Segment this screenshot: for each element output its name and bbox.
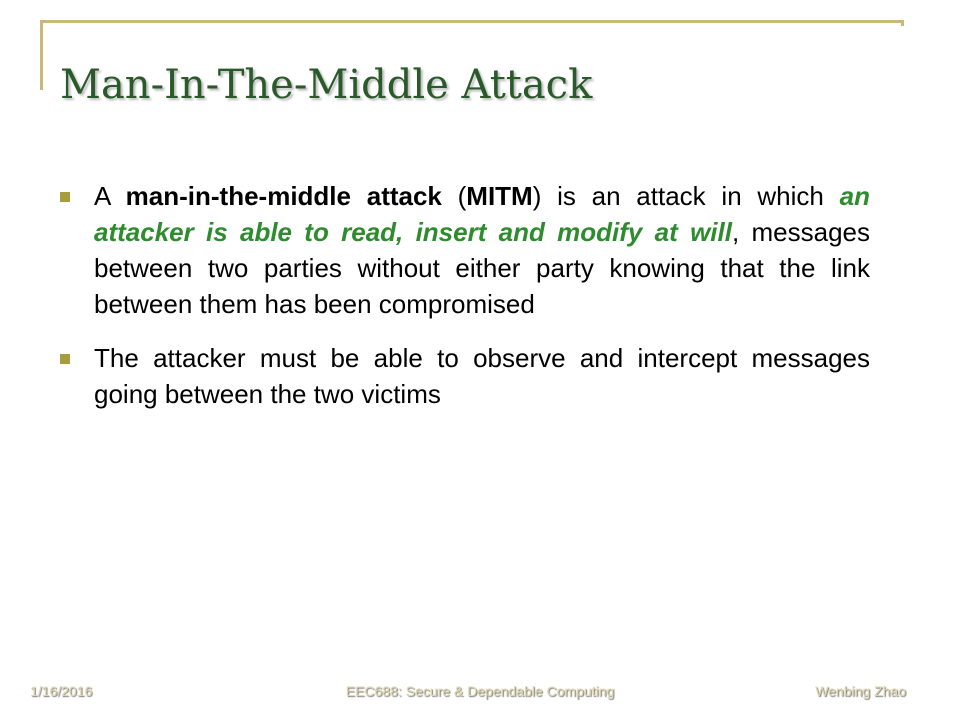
bullet-list <box>60 178 870 430</box>
bullet-item <box>60 178 870 322</box>
term-mitm: MITM <box>466 181 533 211</box>
bullet-text-part: The attacker must be able to observe and intercept messages going between the two victims <box>94 343 870 409</box>
footer-date: 1/16/2016 <box>30 683 93 699</box>
emphasized-phrase: an attacker is able to read, insert and modify at will <box>94 181 870 247</box>
frame-top-line <box>40 20 904 23</box>
bullet-text-part: A <box>94 181 126 211</box>
bullet-text-part: ( <box>441 181 467 211</box>
bullet-text-part: , messages between two parties without either party knowing that the link between them has been compromised <box>94 217 870 319</box>
square-bullet-icon <box>60 354 70 364</box>
bullet-text <box>94 340 870 412</box>
term-man-in-the-middle-attack: man-in-the-middle attack <box>125 181 442 211</box>
square-bullet-icon <box>60 192 70 202</box>
bullet-text <box>94 178 870 322</box>
bullet-item <box>60 340 870 412</box>
footer-course: EEC688: Secure & Dependable Computing <box>345 683 615 699</box>
footer-author: Wenbing Zhao <box>815 683 906 699</box>
frame-left-line <box>40 20 43 90</box>
slide-title: Man-In-The-Middle Attack <box>60 62 593 108</box>
bullet-text-part: ) is an attack in which <box>532 181 840 211</box>
frame-right-tick <box>901 20 904 26</box>
